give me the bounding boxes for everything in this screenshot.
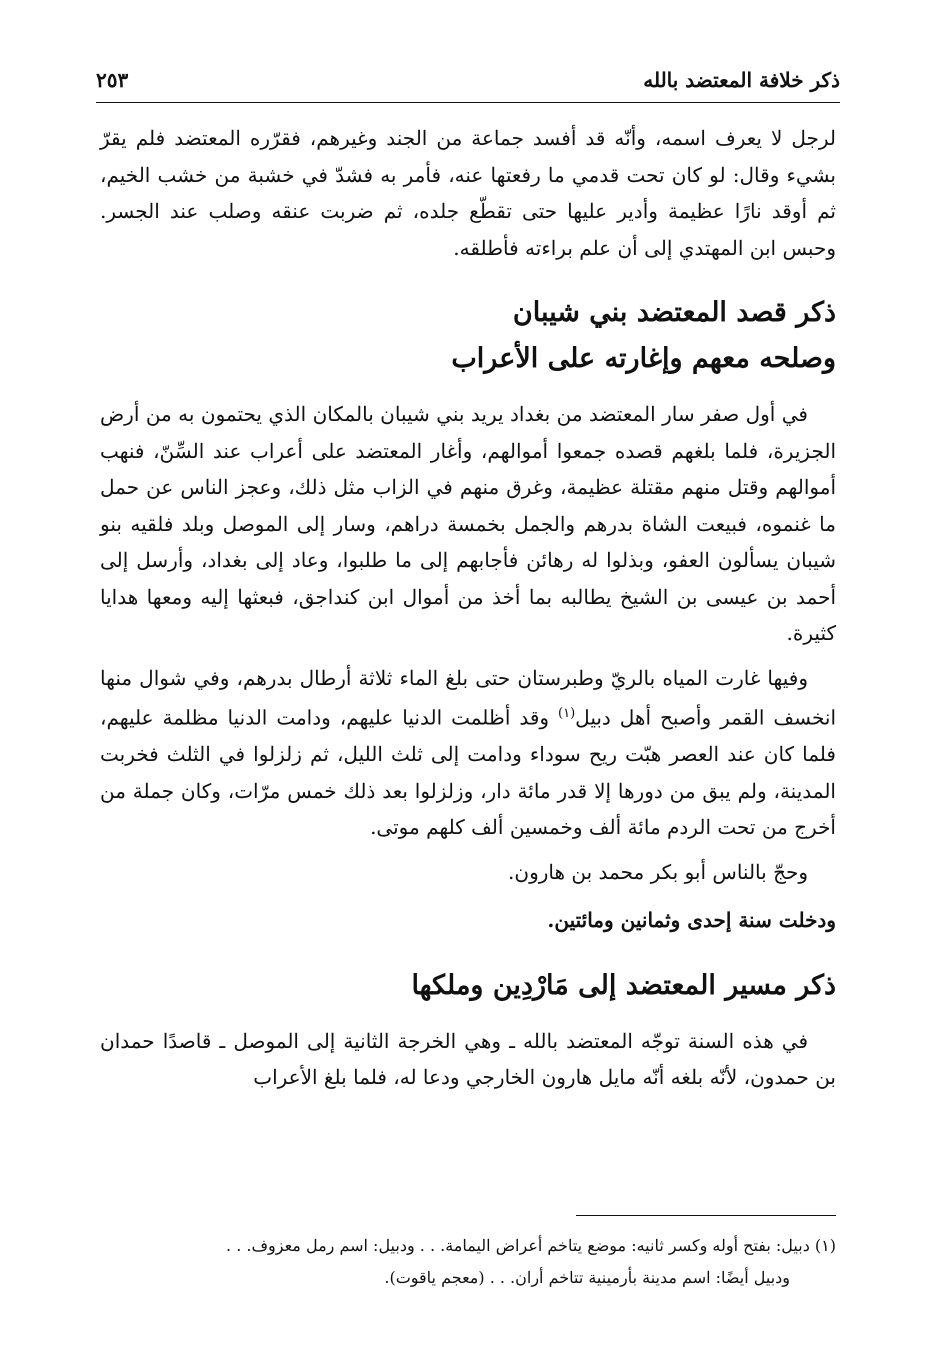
section-heading-1-line-2: وصلحه معهم وإغارته على الأعراب <box>451 343 836 374</box>
paragraph-3-text-b: وقد أظلمت الدنيا عليهم، ودامت الدنيا مظلمة عليهم، فلما كان عند العصر هبّت ريح سوداء ودامت إلى ثلث الليل، ثم زلزلوا في الثلث فخربت المدينة، ولم يبق من دورها إلا قدر مائة دار، وزلزلوا بعد ذلك خمس مرّات، وكان جملة من أخرج من تحت الردم مائة ألف وخمسين ألف كلهم موتى. <box>100 705 836 840</box>
paragraph-4: وحجّ بالناس أبو بكر محمد بن هارون. <box>508 859 808 884</box>
footnote-marker: (١) <box>558 706 576 721</box>
paragraph-6: في هذه السنة توجّه المعتضد بالله ـ وهي الخرجة الثانية إلى الموصل ـ قاصدًا حمدان بن حمدون، لأنّه بلغه أنّه مايل هارون الخارجي ودعا له، فلما بلغ الأعراب <box>100 1028 836 1090</box>
footnotes <box>100 1230 836 1294</box>
section-heading-2-line: ذكر مسير المعتضد إلى مَارْدِين وملكها <box>411 969 836 1001</box>
year-entry-line: ودخلت سنة إحدى وثمانين ومائتين. <box>547 908 836 933</box>
footnote-1-line-1: (١) دبيل: بفتح أوله وكسر ثانيه: موضع يتاخم أعراض اليمامة. . . ودبيل: اسم رمل معزوف. . . <box>226 1236 836 1255</box>
section-heading-2 <box>100 939 836 1023</box>
section-heading-1-line-1: ذكر قصد المعتضد بني شيبان <box>512 297 836 328</box>
paragraph-3 <box>100 660 836 846</box>
page-number: ٢٥٣ <box>96 68 129 92</box>
paragraph-1: لرجل لا يعرف اسمه، وأنّه قد أفسد جماعة من الجند وغيرهم، فقرّره المعتضد فلم يقرّ بشيء وقال: لو كان تحت قدمي ما رفعتها عنه، فأمر به فشدّ في خشبة من خشب الخيم، ثم أوقد نارًا عظيمة وأدير عليها حتى تقطّع جلده، ثم ضربت عنقه وصلب عند الجسر. وحبس ابن المهتدي إلى أن علم براءته فأطلقه. <box>100 126 836 260</box>
section-heading-1 <box>100 266 836 396</box>
paragraph-3-text-a: وفيها غارت المياه بالريّ وطبرستان حتى بلغ الماء ثلاثة أرطال بدرهم، وفي شوال منها انخسف القمر وأصبح أهل دبيل <box>100 665 836 730</box>
running-title: ذكر خلافة المعتضد بالله <box>643 68 840 92</box>
page-header <box>96 62 840 98</box>
footnote-rule <box>576 1215 836 1216</box>
footnote-1-line-2: ودبيل أيضًا: اسم مدينة بأرمينية تتاخم أران. . . (معجم ياقوت). <box>384 1268 790 1287</box>
page-body <box>100 120 836 1096</box>
header-rule <box>96 102 840 103</box>
paragraph-2: في أول صفر سار المعتضد من بغداد يريد بني شيبان بالمكان الذي يحتمون به من أرض الجزيرة، فلما بلغهم قصده جمعوا أموالهم، وأغار المعتضد على أعراب عند السِّنّ، فنهب أموالهم وقتل منهم مقتلة عظيمة، وغرق منهم في الزاب مثل ذلك، وعجز الناس عن حمل ما غنموه، فبيعت الشاة بدرهم والجمل بخمسة دراهم، وسار إلى الموصل وبلد فلقيه بنو شيبان يسألون العفو، وبذلوا له رهائن فأجابهم إلى ما طلبوا، وعاد إلى بغداد، وأرسل إلى أحمد بن عيسى بن الشيخ يطالبه بما أخذ من أموال ابن كنداجق، فبعثها إليه ومعها هدايا كثيرة. <box>100 402 837 645</box>
